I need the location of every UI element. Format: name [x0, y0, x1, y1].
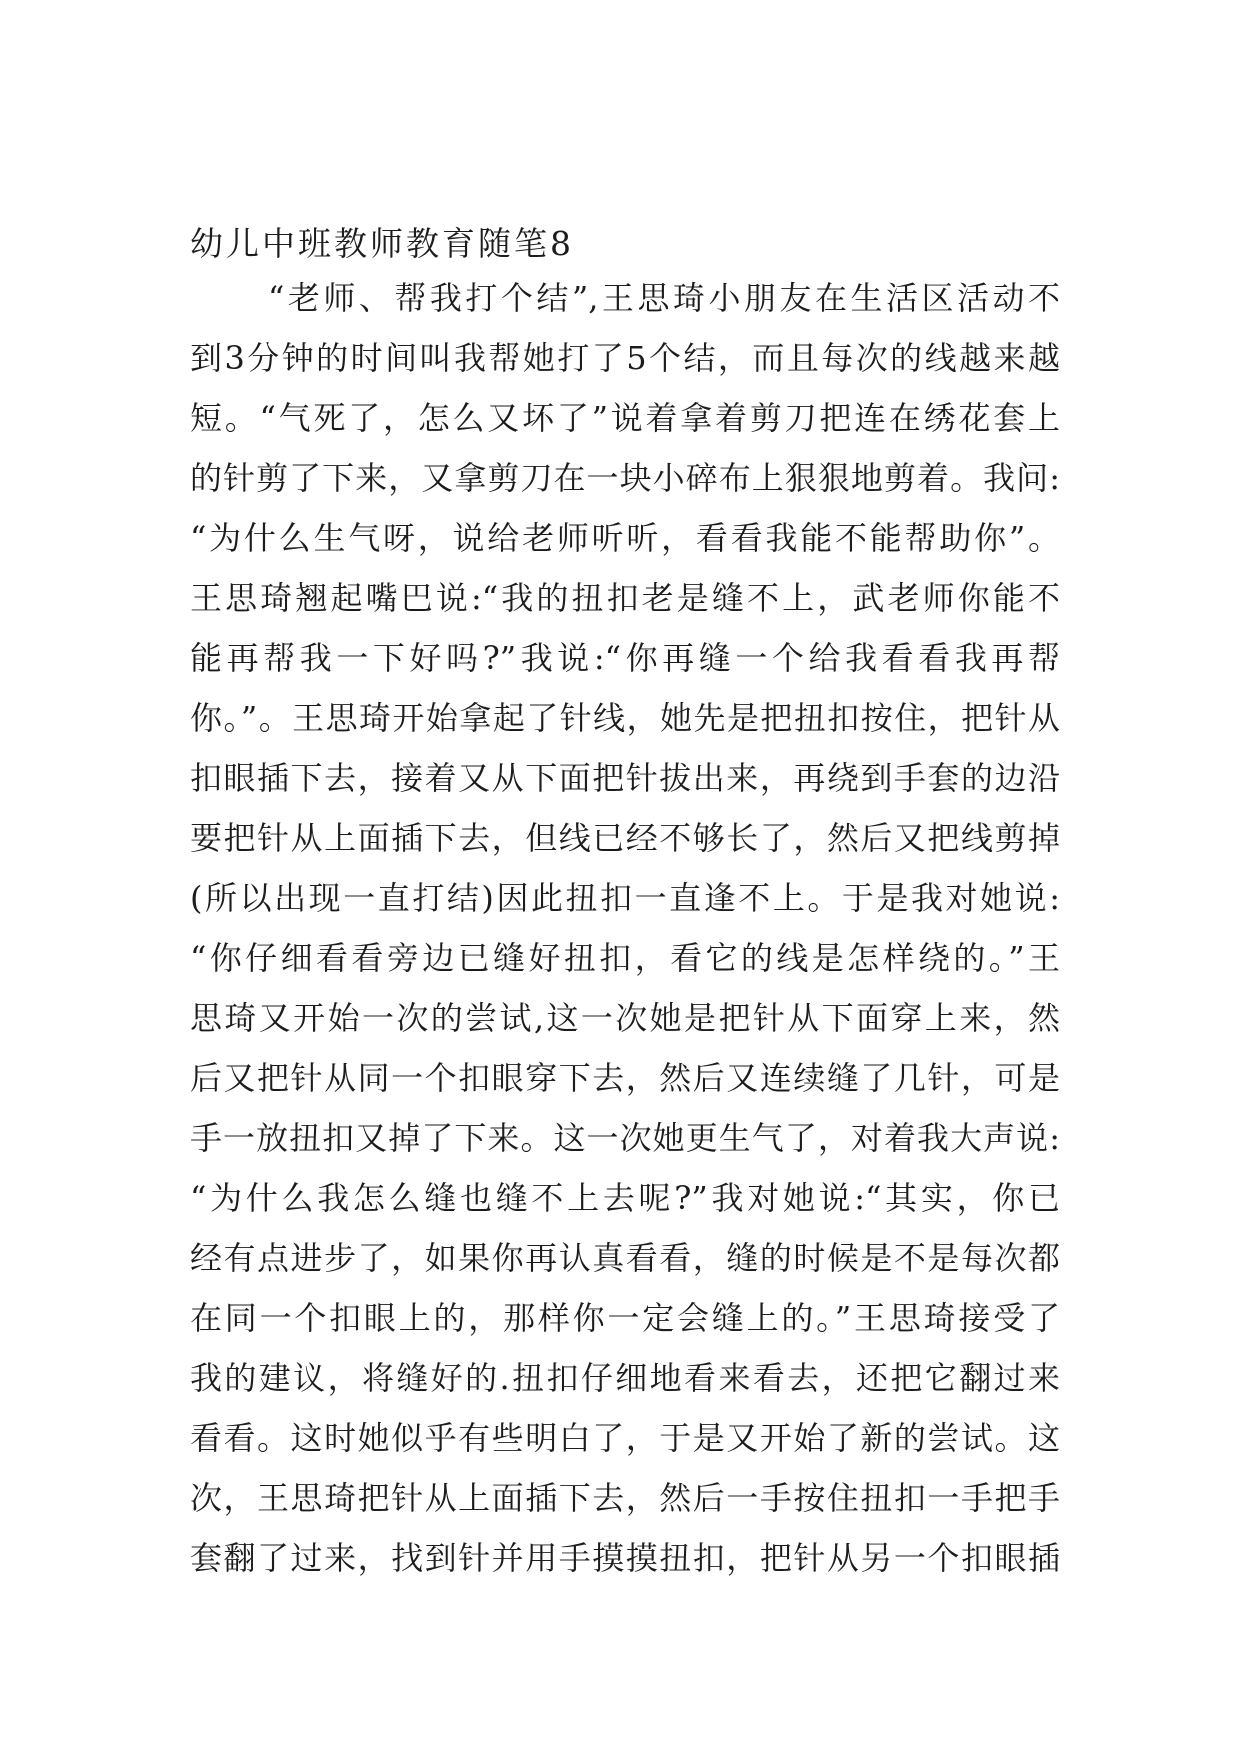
- text-line-15: 手一放扭扣又掉了下来。这一次她更生气了，对着我大声说:: [190, 1119, 1060, 1157]
- text-line-16: “为什么我怎么缝也缝不上去呢?”我对她说:“其实，你已: [190, 1179, 1060, 1217]
- text-line-12: “你仔细看看旁边已缝好扭扣，看它的线是怎样绕的。”王: [190, 939, 1060, 977]
- text-line-9: 扣眼插下去，接着又从下面把针拔出来，再绕到手套的边沿: [190, 759, 1060, 797]
- text-line-20: 看看。这时她似乎有些明白了，于是又开始了新的尝试。这: [190, 1419, 1060, 1457]
- text-line-3: 短。“气死了，怎么又坏了”说着拿着剪刀把连在绣花套上: [190, 399, 1060, 437]
- text-line-1: “老师、帮我打个结”,王思琦小朋友在生活区活动不: [268, 279, 1060, 317]
- text-line-18: 在同一个扣眼上的，那样你一定会缝上的。”王思琦接受了: [190, 1299, 1060, 1337]
- text-line-14: 后又把针从同一个扣眼穿下去，然后又连续缝了几针，可是: [190, 1059, 1060, 1097]
- text-line-6: 王思琦翘起嘴巴说:“我的扭扣老是缝不上，武老师你能不: [190, 579, 1060, 617]
- text-line-8: 你。”。王思琦开始拿起了针线，她先是把扭扣按住，把针从: [190, 699, 1060, 737]
- text-line-22: 套翻了过来，找到针并用手摸摸扭扣，把针从另一个扣眼插: [190, 1539, 1060, 1577]
- document-title: 幼儿中班教师教育随笔8: [190, 224, 574, 263]
- text-line-4: 的针剪了下来，又拿剪刀在一块小碎布上狠狠地剪着。我问:: [190, 459, 1060, 497]
- text-line-2: 到3分钟的时间叫我帮她打了5个结，而且每次的线越来越: [190, 339, 1060, 377]
- text-line-11: (所以出现一直打结)因此扭扣一直逢不上。于是我对她说:: [190, 879, 1060, 917]
- text-line-10: 要把针从上面插下去，但线已经不够长了，然后又把线剪掉: [190, 819, 1060, 857]
- text-line-13: 思琦又开始一次的尝试,这一次她是把针从下面穿上来，然: [190, 999, 1060, 1037]
- document-body: [190, 268, 1060, 1588]
- text-line-7: 能再帮我一下好吗?”我说:“你再缝一个给我看看我再帮: [190, 639, 1060, 677]
- text-line-19: 我的建议，将缝好的.扭扣仔细地看来看去，还把它翻过来: [190, 1359, 1060, 1397]
- text-line-21: 次，王思琦把针从上面插下去，然后一手按住扭扣一手把手: [190, 1479, 1060, 1517]
- text-line-5: “为什么生气呀，说给老师听听，看看我能不能帮助你”。: [190, 519, 1060, 557]
- text-line-17: 经有点进步了，如果你再认真看看，缝的时候是不是每次都: [190, 1239, 1060, 1277]
